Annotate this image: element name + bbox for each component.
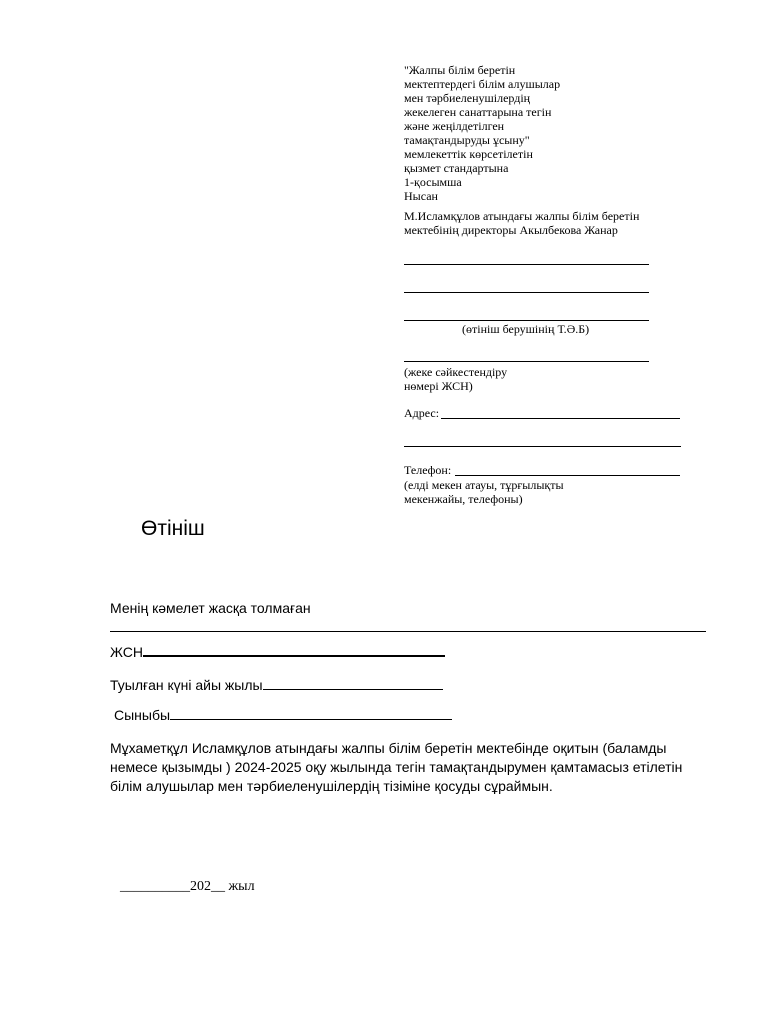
stamp-line: Нысан [404,189,438,203]
applicant-iin-field[interactable] [404,361,649,362]
document-title: Өтініш [141,517,205,540]
date-blank[interactable]: __________ [120,879,190,894]
year-word: жыл [225,879,255,894]
stamp-line: 1-қосымша [404,175,462,189]
stamp-line: және жеңілдетілген [404,119,505,133]
address-field[interactable] [441,418,680,419]
child-iin-field[interactable] [143,643,445,657]
child-name-field[interactable] [110,631,706,632]
applicant-name-field[interactable] [404,292,649,293]
stamp-line: мемлекеттік көрсетілетін [404,147,533,161]
address-field[interactable] [404,446,681,447]
stamp-line: мен тәрбиеленушілердің [404,91,531,105]
stamp-line: қызмет стандартына [404,161,509,175]
class-label: Сыныбы [114,707,171,723]
phone-label: Телефон: [404,463,452,477]
addressee-line: М.Исламқұлов атындағы жалпы білім беретін [404,209,640,223]
class-row [114,706,452,724]
header-stamp [404,63,704,237]
phone-field[interactable] [455,475,680,476]
iin-caption: (жеке сәйкестендіру [404,365,508,379]
stamp-line: тамақтандыруды ұсыну" [404,133,530,147]
stamp-line: жекелеген санаттарына тегін [404,105,552,119]
addressee [404,209,704,237]
address-label: Адрес: [404,406,440,420]
birth-row [110,676,443,694]
addressee-line: мектебінің директоры Акылбекова Жанар [404,223,618,237]
birth-label: Туылған күні айы жылы [110,677,263,693]
request-paragraph: Мұхаметқұл Исламқұлов атындағы жалпы білім беретін мектебінде оқитын (баламды немесе қызымды ) 2024-2025 оқу жылында тегін тамақтандырумен қамтамасыз етілетін білім алушылар мен тәрбиеленушілердің тізіміне қосуды сұраймын. [110,740,683,794]
stamp-line: мектептердегі білім алушылар [404,77,561,91]
minor-label: Менің кәмелет жасқа толмаған [110,600,311,616]
class-field[interactable] [170,707,452,720]
date-row [120,878,255,896]
phone-caption: мекенжайы, телефоны) [404,492,523,506]
iin-label: ЖСН [110,644,143,660]
year-prefix: 202 [190,879,211,894]
iin-caption: нөмері ЖСН) [404,379,473,393]
iin-row [110,643,445,661]
applicant-name-field[interactable] [404,264,649,265]
applicant-name-caption: (өтініш берушінің Т.Ә.Б) [462,322,590,336]
year-blank[interactable]: __ [211,879,225,894]
applicant-name-field[interactable] [404,320,649,321]
phone-caption: (елді мекен атауы, тұрғылықты [404,478,564,492]
stamp-line: "Жалпы білім беретін [404,63,516,77]
birth-date-field[interactable] [263,677,443,690]
